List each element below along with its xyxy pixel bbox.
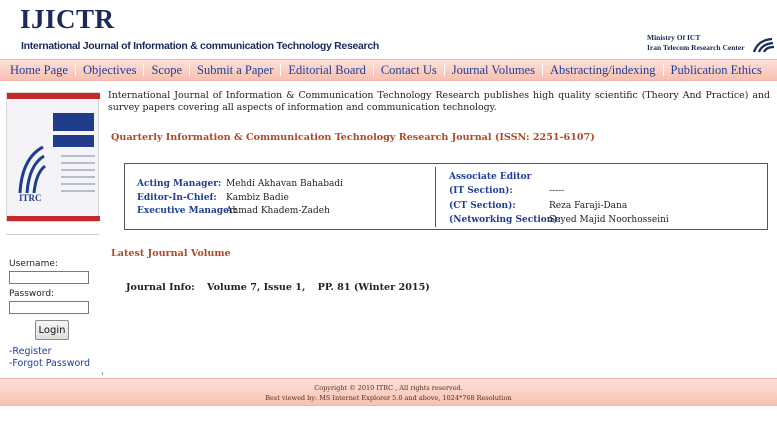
sidebar-divider <box>6 234 99 235</box>
nav-contact-us[interactable]: Contact Us <box>380 62 437 77</box>
cover-itrc-label: ITRC <box>19 193 42 203</box>
nav-separator <box>189 64 190 76</box>
username-input[interactable] <box>9 271 89 284</box>
nav-editorial-board[interactable]: Editorial Board <box>288 62 366 77</box>
cover-line <box>61 176 95 178</box>
staff-row <box>137 178 343 192</box>
ministry-label <box>647 33 745 53</box>
cover-title-block <box>53 113 94 131</box>
nav-objectives[interactable]: Objectives <box>82 62 137 77</box>
site-header <box>0 0 777 58</box>
nav-separator <box>373 64 374 76</box>
cover-line <box>61 162 95 164</box>
journal-intro-text: International Journal of Information & Communication Technology Research publishes high quality scientific (Theory And Practice) and survey papers covering all aspects of information and communication technology. <box>108 90 770 113</box>
cover-line <box>61 155 95 157</box>
ministry-line-2: Iran Telecom Research Center <box>647 43 745 52</box>
staff-row <box>449 199 669 214</box>
editor-in-chief-name: Kambiz Badie <box>226 192 289 203</box>
password-input[interactable] <box>9 301 89 314</box>
username-label: Username: <box>9 259 58 269</box>
ministry-line-1: Ministry Of ICT <box>647 33 701 42</box>
forgot-password-link[interactable]: -Forgot Password <box>9 358 91 369</box>
ct-section-name: Reza Faraji-Dana <box>549 200 628 211</box>
executive-manager-name: Ahmad Khadem-Zadeh <box>226 206 330 216</box>
cover-top-band <box>7 93 100 99</box>
staff-left-column <box>137 178 343 219</box>
nav-separator <box>444 64 445 76</box>
it-section-label: (IT Section): <box>449 186 513 196</box>
journal-info-volume: Volume 7, Issue 1, <box>207 282 306 293</box>
site-logo-subtitle: International Journal of Information & communication Technology Research <box>21 40 380 52</box>
it-section-name: ----- <box>549 186 565 196</box>
main-nav <box>0 59 777 81</box>
journal-info-label: Journal Info: <box>126 282 195 293</box>
staff-row <box>449 213 669 228</box>
footer-copyright: Copyright © 2010 ITRC , All rights reserved. <box>314 384 463 392</box>
staff-right-column <box>449 170 669 228</box>
cover-arc-icon <box>17 143 47 195</box>
nav-scope[interactable]: Scope <box>151 62 183 77</box>
site-logo-title[interactable]: IJICTR <box>20 4 115 34</box>
nav-separator <box>663 64 664 76</box>
cover-text-lines <box>61 155 95 197</box>
nav-submit-paper[interactable]: Submit a Paper <box>197 62 274 77</box>
executive-manager-label: Executive Manager: <box>137 206 237 216</box>
site-footer <box>0 378 777 406</box>
journal-info-line[interactable] <box>126 282 430 293</box>
footer-best-viewed: Best viewed by: MS Internet Explorer 5.0 and above, 1024*768 Resolution <box>265 394 512 402</box>
itrc-arc-logo-icon <box>752 37 776 53</box>
staff-row <box>449 184 669 199</box>
nav-separator <box>75 64 76 76</box>
sidebar-edge-mark <box>102 372 103 375</box>
cover-line <box>61 169 95 171</box>
acting-manager-label: Acting Manager: <box>137 179 222 189</box>
nav-separator <box>280 64 281 76</box>
nav-separator <box>542 64 543 76</box>
nav-abstracting-indexing[interactable]: Abstracting/indexing <box>549 62 656 77</box>
staff-row <box>137 205 343 219</box>
associate-editor-heading: Associate Editor <box>449 172 532 182</box>
login-button[interactable]: Login <box>35 320 69 340</box>
journal-title-heading: Quarterly Information & Communication Technology Research Journal (ISSN: 2251-6107) <box>111 132 595 143</box>
cover-bottom-band <box>7 216 100 221</box>
cover-line <box>61 183 95 185</box>
ct-section-label: (CT Section): <box>449 200 516 211</box>
networking-section-name: Seyed Majid Noorhosseini <box>549 215 669 225</box>
staff-column-divider <box>435 167 436 227</box>
nav-publication-ethics[interactable]: Publication Ethics <box>670 62 762 77</box>
editor-in-chief-label: Editor-In-Chief: <box>137 192 217 203</box>
journal-cover-image[interactable] <box>6 92 99 222</box>
nav-journal-volumes[interactable]: Journal Volumes <box>451 62 535 77</box>
sidebar <box>0 82 103 374</box>
latest-volume-heading: Latest Journal Volume <box>111 248 231 259</box>
staff-row <box>137 192 343 206</box>
cover-subtitle-block <box>53 135 94 147</box>
password-label: Password: <box>9 289 55 299</box>
networking-section-label: (Networking Section): <box>449 215 561 225</box>
nav-separator <box>143 64 144 76</box>
cover-line <box>61 190 95 192</box>
editorial-staff-box <box>124 163 768 230</box>
acting-manager-name: Mehdi Akhavan Bahabadi <box>226 179 343 189</box>
journal-info-pages: PP. 81 (Winter 2015) <box>317 282 430 293</box>
nav-home-page[interactable]: Home Page <box>10 62 68 77</box>
register-link[interactable]: -Register <box>9 346 52 357</box>
